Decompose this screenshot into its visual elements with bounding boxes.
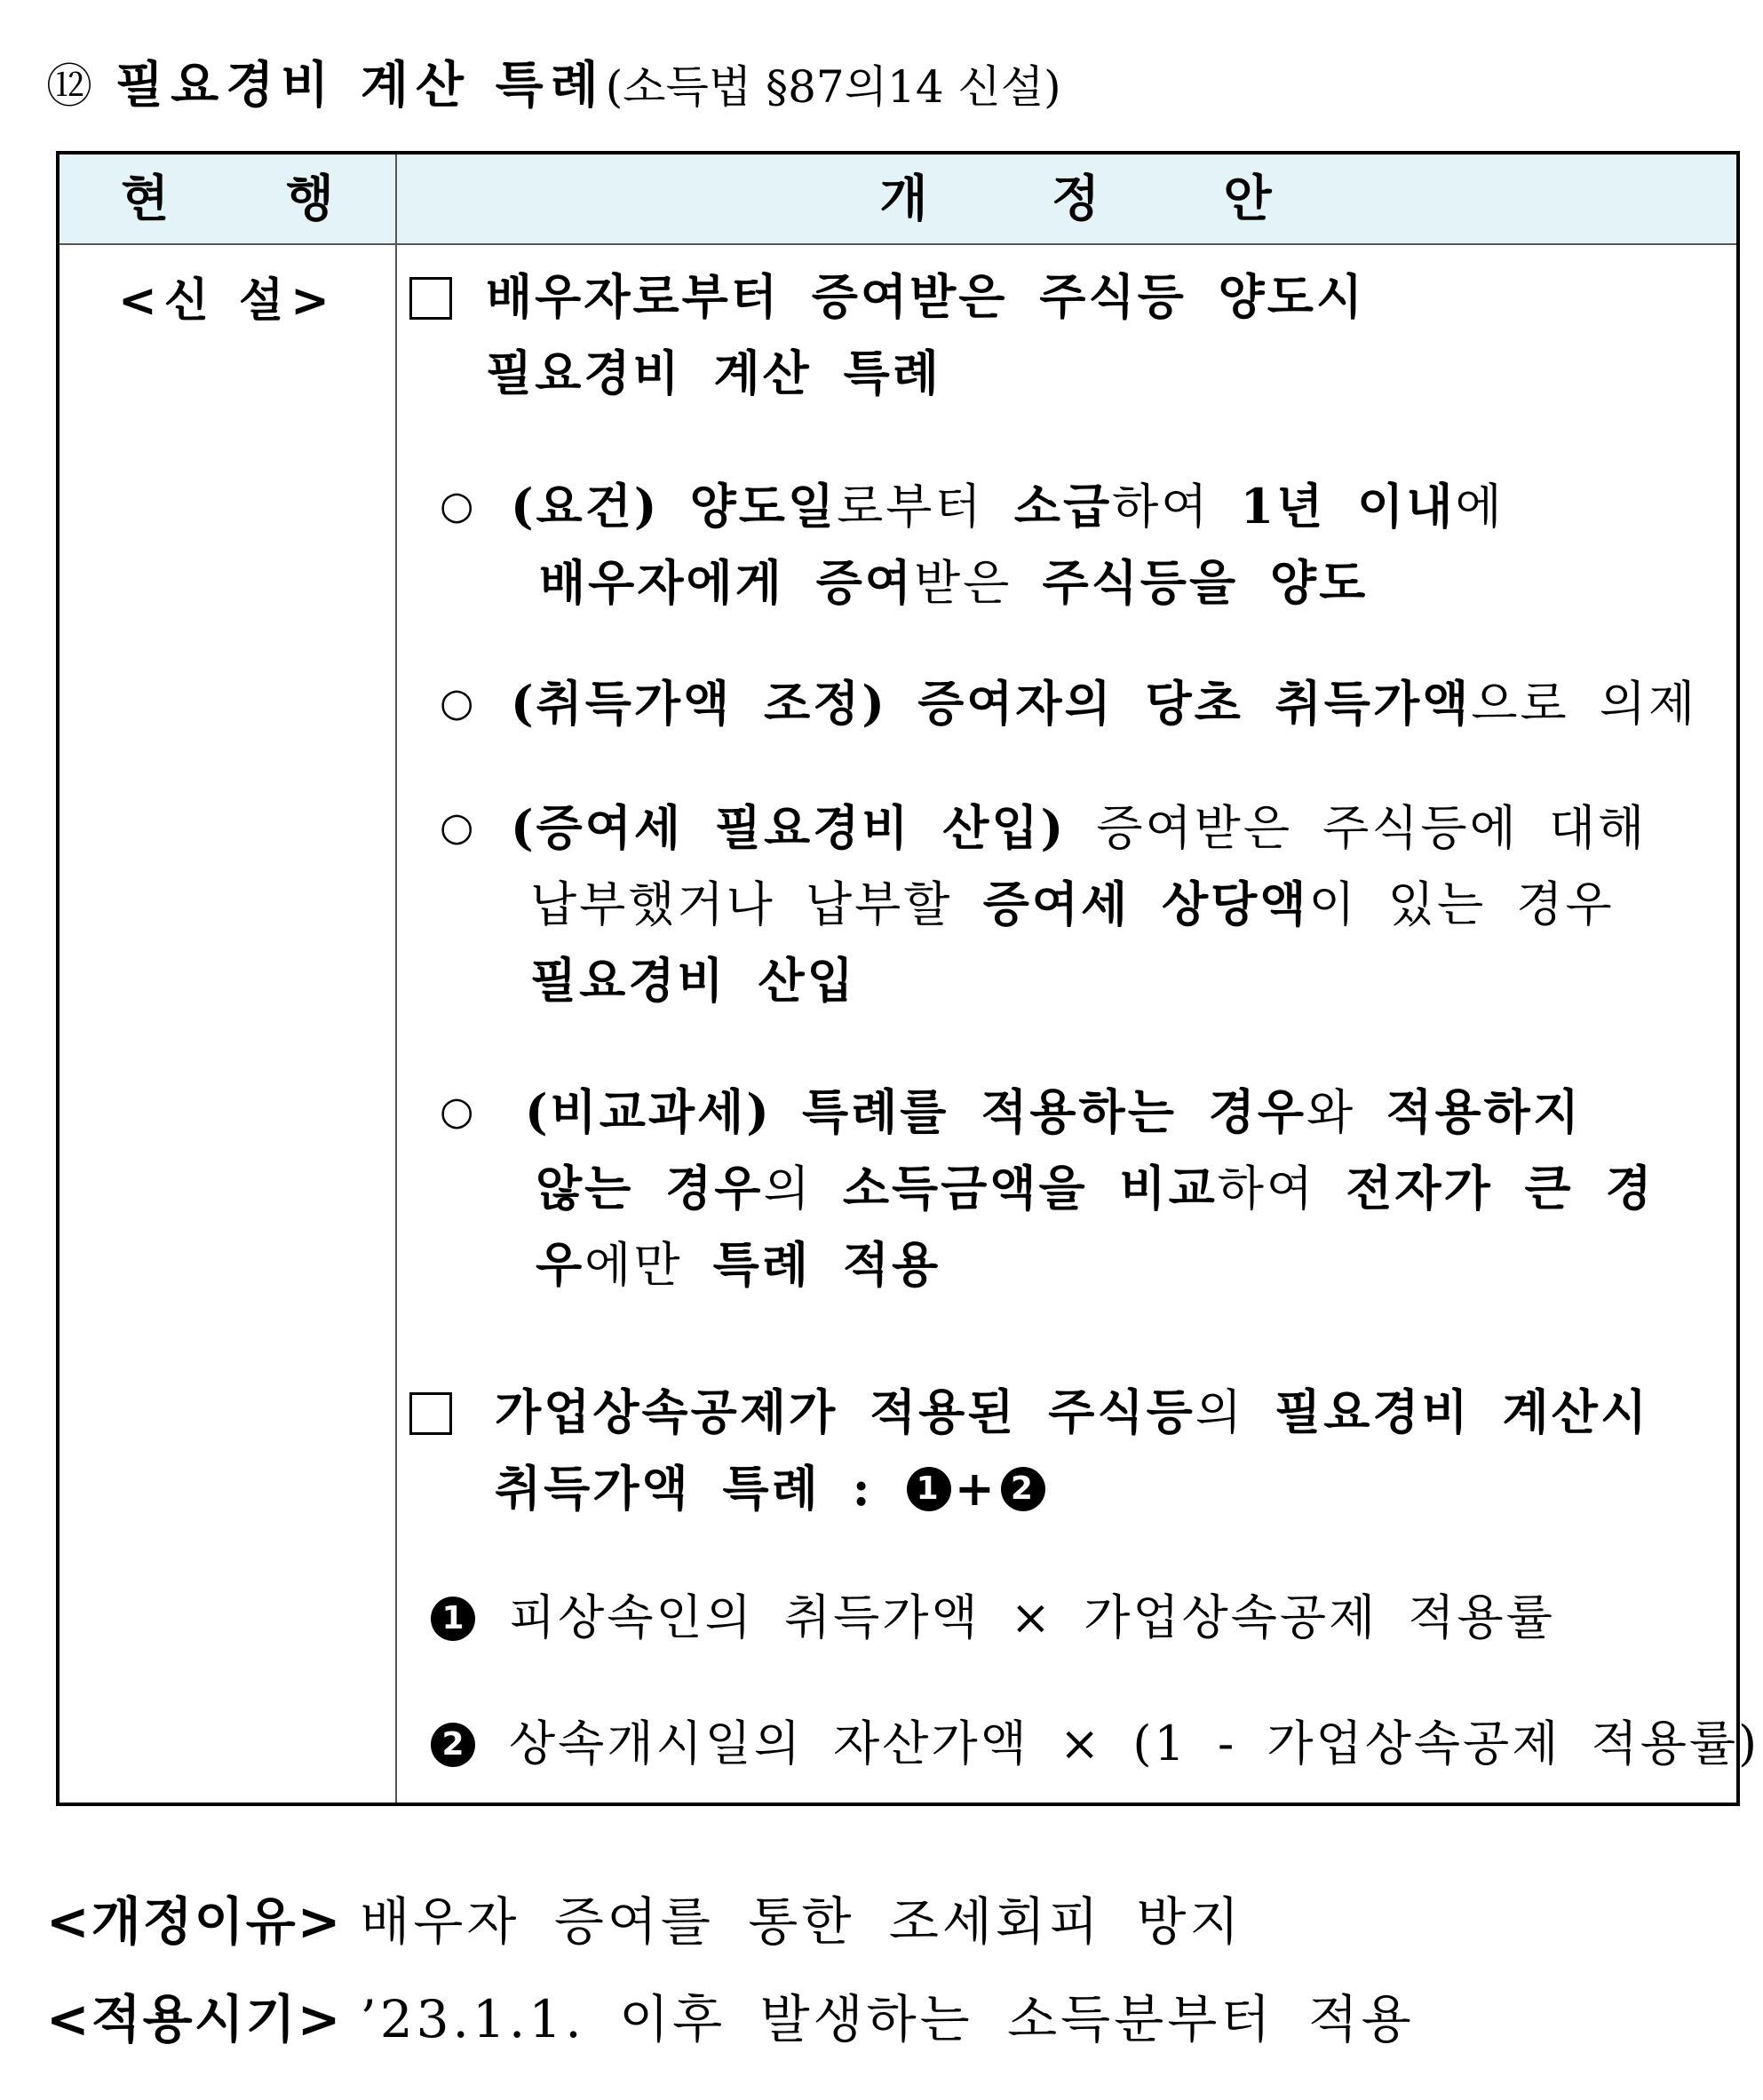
- section-title: [46, 50, 1061, 121]
- title-main: 필요경비 계산 특례: [115, 56, 606, 115]
- item1-line2: 배우자에게 증여받은 주식등을 양도: [539, 554, 1369, 611]
- empty-square-icon: [409, 1392, 452, 1435]
- item1-line1: (요건) 양도일로부터 소급하여 1년 이내에: [511, 478, 1505, 535]
- item4-line1: (비교과세) 특례를 적용하는 경우와 적용하지: [525, 1083, 1583, 1140]
- section2-heading-line2: 취득가액 특례 : 1 + 2: [495, 1456, 1049, 1520]
- comparison-table: [56, 151, 1760, 1806]
- section1-heading-line1: 배우자로부터 증여받은 주식등 양도시: [486, 268, 1366, 325]
- effective-date-label: <적용시기>: [46, 1989, 343, 2049]
- circled-number-one-icon: 1: [907, 1467, 951, 1511]
- effective-date-text: ’23.1.1. 이후 발생하는 소득분부터 적용: [360, 1989, 1415, 2049]
- formula-line1: 피상속인의 취득가액 × 가업상속공제 적용률: [509, 1589, 1555, 1645]
- formula-line2: 상속개시일의 자산가액 × (1 - 가업상속공제 적용률): [509, 1716, 1760, 1771]
- table-header: [60, 155, 1736, 245]
- revision-reason: [46, 1884, 1243, 1959]
- title-number: ⑫: [46, 60, 93, 114]
- section2-heading-line1: 가업상속공제가 적용된 주식등의 필요경비 계산시: [495, 1383, 1650, 1440]
- circled-number-two-icon: 2: [431, 1723, 475, 1767]
- circled-number-one-icon: 1: [431, 1597, 475, 1641]
- hollow-circle-icon: ○: [440, 804, 474, 850]
- hollow-circle-icon: ○: [440, 1089, 474, 1134]
- header-proposed: 개 정 안: [879, 170, 1325, 228]
- header-current: 현 행: [121, 170, 384, 228]
- item3-line1: (증여세 필요경비 산입) 증여받은 주식등에 대해: [511, 799, 1648, 856]
- title-reference: (소득법 §87의14 신설): [605, 61, 1061, 113]
- section1-heading-line2: 필요경비 계산 특례: [486, 345, 941, 401]
- empty-square-icon: [409, 277, 452, 320]
- effective-date: [46, 1982, 1415, 2056]
- current-cell-text: <신 설>: [118, 274, 337, 328]
- hollow-circle-icon: ○: [440, 483, 474, 528]
- circled-number-two-icon: 2: [1001, 1467, 1045, 1511]
- item4-line2: 않는 경우의 소득금액을 비교하여 전자가 큰 경: [536, 1160, 1655, 1216]
- revision-reason-label: <개정이유>: [46, 1891, 343, 1952]
- item4-line3: 우에만 특례 적용: [536, 1236, 941, 1293]
- item3-line3: 필요경비 산입: [530, 952, 856, 1009]
- item3-line2: 납부했거나 납부할 증여세 상당액이 있는 경우: [530, 876, 1615, 932]
- column-divider: [395, 155, 397, 1803]
- item2-line1: (취득가액 조정) 증여자의 당초 취득가액으로 의제: [511, 675, 1698, 732]
- hollow-circle-icon: ○: [440, 680, 474, 725]
- revision-reason-text: 배우자 증여를 통한 조세회피 방지: [360, 1891, 1243, 1952]
